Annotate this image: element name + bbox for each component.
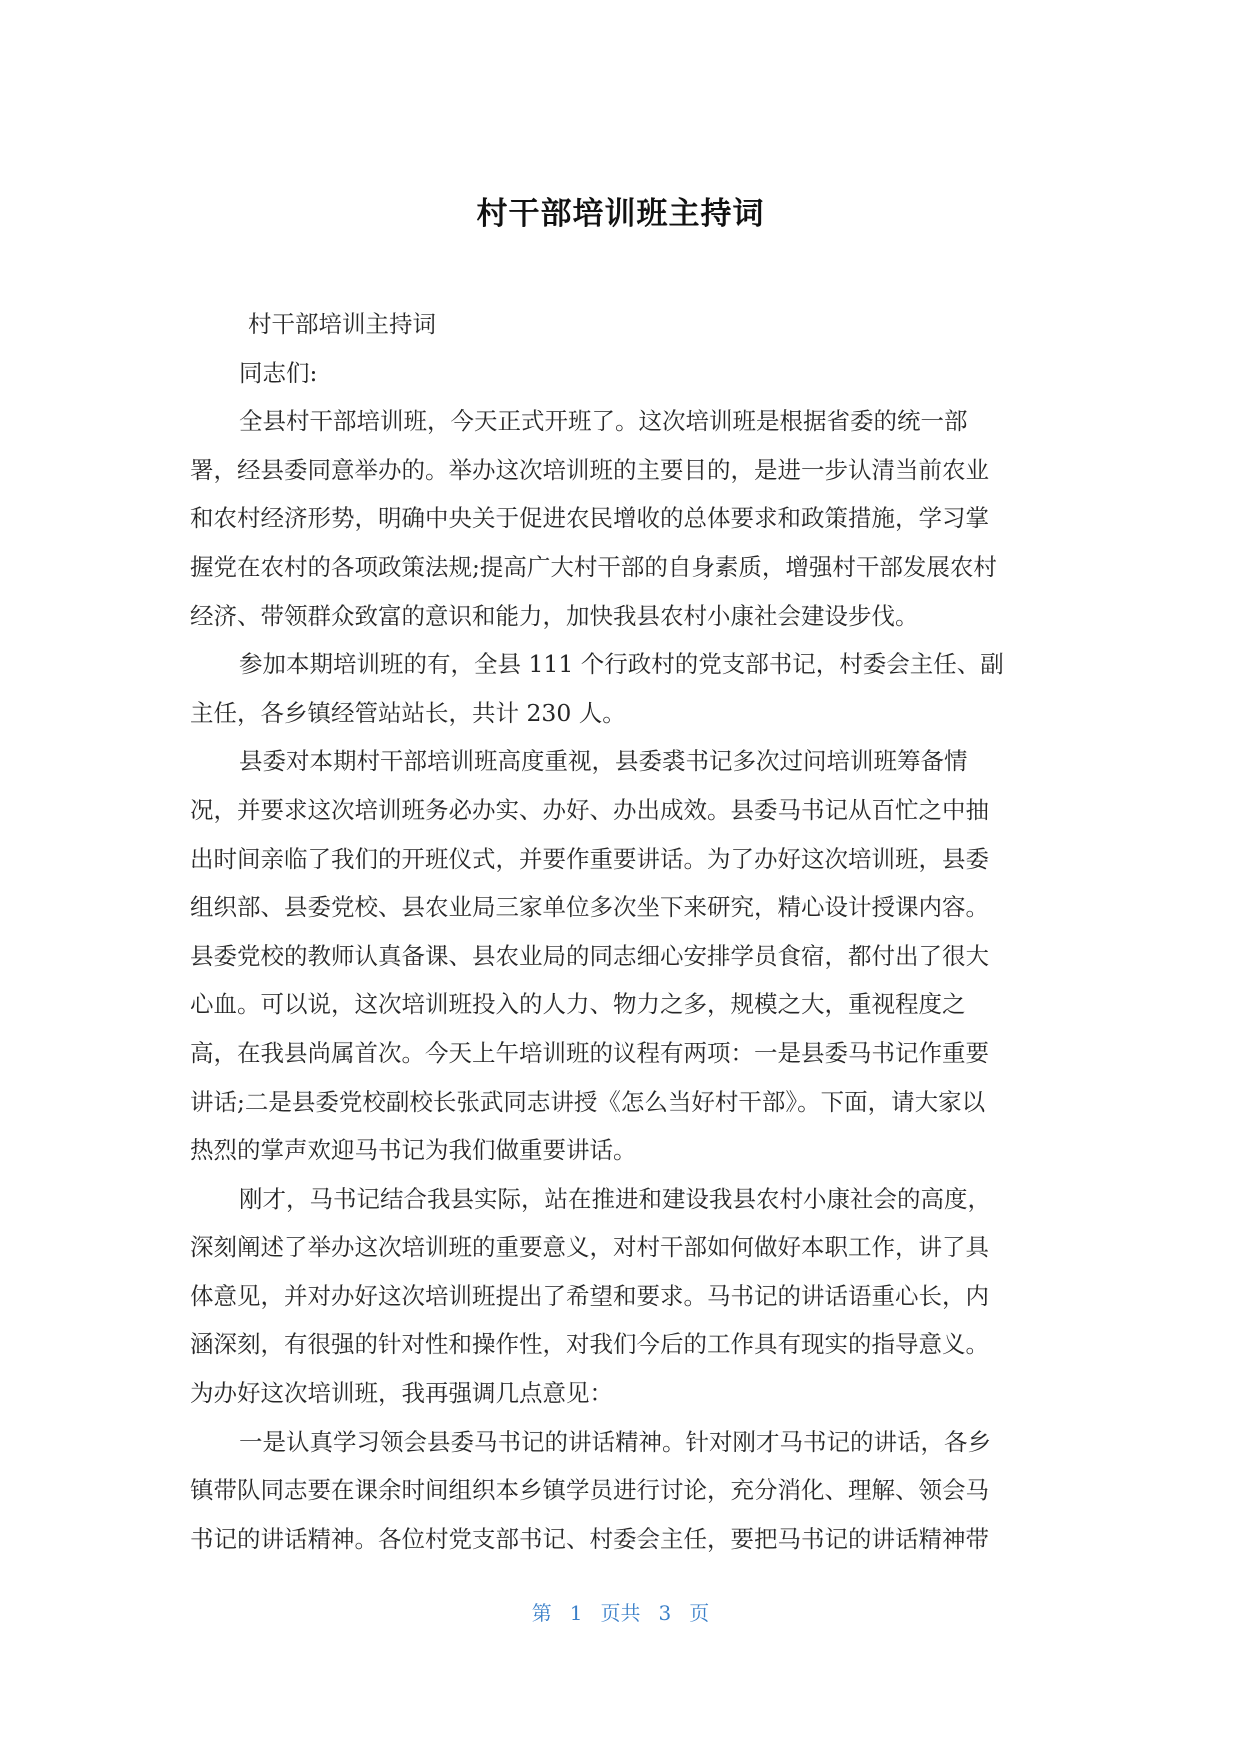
page-label-suffix: 页 — [689, 1601, 710, 1625]
document-title: 村干部培训班主持词 — [476, 196, 765, 232]
page-number-footer — [0, 1597, 1241, 1626]
paragraph-line: 经济、带领群众致富的意识和能力，加快我县农村小康社会建设步伐。 — [190, 601, 919, 630]
paragraph-line: 为办好这次培训班，我再强调几点意见： — [190, 1379, 613, 1408]
paragraph-line: 组织部、县委党校、县农业局三家单位多次坐下来研究，精心设计授课内容。 — [190, 893, 989, 922]
paragraph-line: 讲话;二是县委党校副校长张武同志讲授《怎么当好村干部》。下面，请大家以 — [190, 1087, 986, 1116]
paragraph-line: 镇带队同志要在课余时间组织本乡镇学员进行讨论，充分消化、理解、领会马 — [190, 1476, 989, 1505]
document-body — [190, 300, 1056, 1563]
paragraph-line: 主任，各乡镇经管站站长，共计 230 人。 — [190, 698, 626, 727]
paragraph-line: 县委对本期村干部培训班高度重视，县委裘书记多次过问培训班筹备情 — [239, 747, 968, 776]
paragraph-line: 况，并要求这次培训班务必办实、办好、办出成效。县委马书记从百忙之中抽 — [190, 795, 989, 824]
paragraph-line: 高，在我县尚属首次。今天上午培训班的议程有两项：一是县委马书记作重要 — [190, 1038, 989, 1067]
paragraph-line: 参加本期培训班的有，全县 111 个行政村的党支部书记，村委会主任、副 — [239, 650, 1004, 679]
paragraph-line: 深刻阐述了举办这次培训班的重要意义，对村干部如何做好本职工作，讲了具 — [190, 1233, 989, 1262]
paragraph-line: 一是认真学习领会县委马书记的讲话精神。针对刚才马书记的讲话，各乡 — [239, 1427, 991, 1456]
page-label-prefix: 第 — [531, 1601, 552, 1625]
salutation-line: 同志们: — [239, 358, 318, 387]
paragraph-line: 署，经县委同意举办的。举办这次培训班的主要目的，是进一步认清当前农业 — [190, 455, 989, 484]
paragraph-line: 热烈的掌声欢迎马书记为我们做重要讲话。 — [190, 1136, 637, 1165]
paragraph-line: 全县村干部培训班，今天正式开班了。这次培训班是根据省委的统一部 — [239, 407, 968, 436]
total-pages-number: 3 — [658, 1601, 672, 1625]
paragraph-line: 涵深刻，有很强的针对性和操作性，对我们今后的工作具有现实的指导意义。 — [190, 1330, 989, 1359]
page-label-mid: 页共 — [600, 1601, 641, 1625]
paragraph-line: 体意见，并对办好这次培训班提出了希望和要求。马书记的讲话语重心长，内 — [190, 1281, 989, 1310]
current-page-number: 1 — [569, 1601, 583, 1625]
paragraph-line: 出时间亲临了我们的开班仪式，并要作重要讲话。为了办好这次培训班，县委 — [190, 844, 989, 873]
paragraph-line: 握党在农村的各项政策法规;提高广大村干部的自身素质，增强村干部发展农村 — [190, 552, 997, 581]
paragraph-line: 县委党校的教师认真备课、县农业局的同志细心安排学员食宿，都付出了很大 — [190, 941, 989, 970]
paragraph-line: 和农村经济形势，明确中央关于促进农民增收的总体要求和政策措施，学习掌 — [190, 504, 989, 533]
subtitle-line: 村干部培训主持词 — [248, 310, 436, 338]
paragraph-line: 心血。可以说，这次培训班投入的人力、物力之多，规模之大，重视程度之 — [190, 990, 966, 1019]
paragraph-line: 刚才，马书记结合我县实际，站在推进和建设我县农村小康社会的高度， — [239, 1184, 991, 1213]
paragraph-line: 书记的讲话精神。各位村党支部书记、村委会主任，要把马书记的讲话精神带 — [190, 1524, 989, 1553]
